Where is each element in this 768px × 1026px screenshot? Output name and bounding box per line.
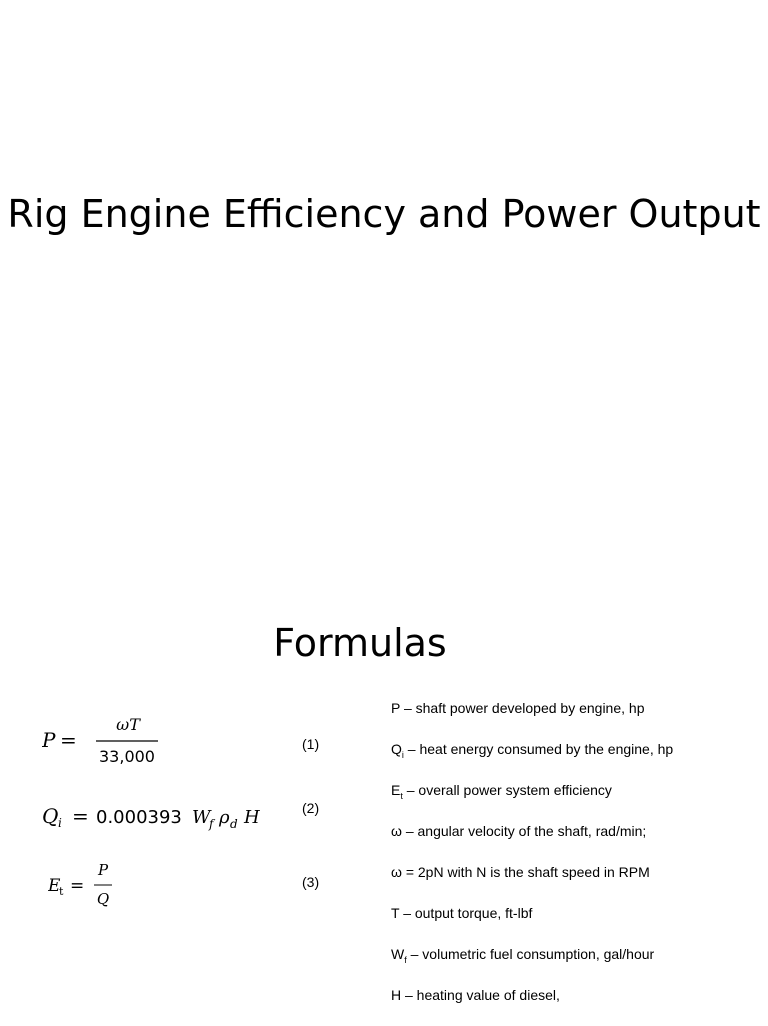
definition-item: $W_f$ – volumetric fuel consumption, gal/hour	[391, 946, 655, 965]
formula-heat-energy-graphic	[42, 796, 282, 836]
formula-equals: =	[70, 876, 85, 896]
formula-w: W	[192, 807, 211, 828]
formula-w-sub: f	[209, 817, 214, 831]
formula-power	[42, 706, 162, 766]
formula-coefficient: 0.000393	[96, 807, 182, 828]
formula-rho-sub: d	[230, 817, 238, 831]
formula-denominator: 33,000	[99, 747, 155, 766]
formula-equals: =	[72, 804, 89, 828]
formula-equals: =	[60, 728, 77, 752]
definition-item: ω = 2pN with N is the shaft speed in RPM	[391, 864, 650, 880]
formula-lhs-sub: t	[59, 885, 64, 898]
formula-power-graphic	[42, 706, 162, 766]
equation-number: (3)	[302, 874, 320, 890]
slide-title: Formulas	[273, 621, 447, 665]
formula-h: H	[244, 807, 260, 828]
definition-item: P – shaft power developed by engine, hp	[391, 700, 645, 716]
formula-efficiency-graphic	[48, 856, 128, 916]
definition-item: $E_t$ – overall power system efficiency	[391, 782, 612, 801]
slide-title: Rig Engine Efficiency and Power Output	[7, 192, 761, 236]
definition-item: ω – angular velocity of the shaft, rad/min;	[391, 823, 647, 839]
definitions-list	[391, 698, 761, 1026]
formulas-slide	[0, 580, 768, 1024]
definition-item: T – output torque, ft-lbf	[391, 905, 533, 921]
formula-lhs-sub: i	[58, 816, 62, 830]
equation-number: (2)	[302, 800, 320, 816]
formula-efficiency	[48, 856, 128, 916]
definition-item: $Q_i$ – heat energy consumed by the engine, hp	[391, 741, 674, 760]
formula-lhs: E	[48, 876, 61, 896]
formula-lhs: P	[42, 728, 56, 752]
formula-heat-energy	[42, 796, 282, 836]
equation-number: (1)	[302, 736, 320, 752]
formula-numerator: ωT	[116, 715, 140, 734]
formula-denominator: Q	[96, 890, 110, 908]
formula-numerator: P	[97, 861, 109, 879]
definition-item: H – heating value of diesel,	[391, 987, 560, 1003]
formula-lhs: Q	[42, 804, 59, 828]
formula-rho: ρ	[219, 807, 230, 828]
